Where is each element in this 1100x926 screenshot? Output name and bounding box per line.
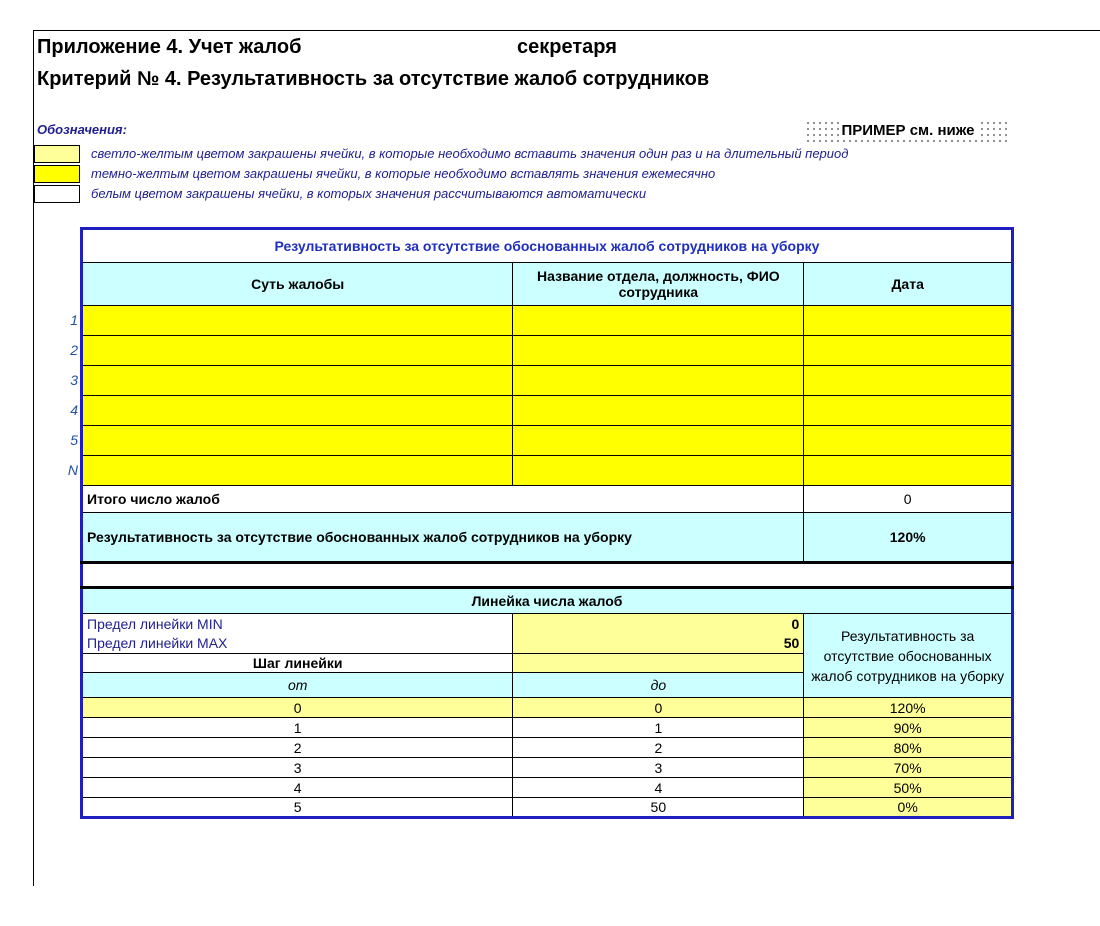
scale-step-label: Шаг линейки	[82, 654, 513, 673]
department-cell[interactable]	[513, 396, 804, 426]
scale-step-value[interactable]	[513, 654, 804, 673]
department-cell[interactable]	[513, 366, 804, 396]
column-header-complaint: Суть жалобы	[82, 263, 513, 306]
table-row	[82, 798, 1013, 818]
scale-from-cell: 4	[82, 778, 513, 798]
scale-from-header: от	[82, 673, 513, 698]
table-row	[82, 366, 1013, 396]
scale-min-label: Предел линейки MIN	[82, 614, 513, 634]
legend-swatch-light-yellow	[34, 145, 80, 163]
legend-item-1: светло-желтым цветом закрашены ячейки, в которые необходимо вставить значения один раз и на длительный период	[91, 146, 849, 161]
department-cell[interactable]	[513, 336, 804, 366]
scale-result-cell[interactable]: 80%	[804, 738, 1013, 758]
complaints-table	[80, 227, 1014, 819]
scale-min-value[interactable]: 0	[513, 614, 804, 634]
example-note	[805, 120, 1011, 142]
complaint-cell[interactable]	[82, 366, 513, 396]
complaint-cell[interactable]	[82, 426, 513, 456]
row-number: 2	[70, 342, 78, 358]
scale-from-cell[interactable]: 0	[82, 698, 513, 718]
complaints-table-title: Результативность за отсутствие обоснованных жалоб сотрудников на уборку	[82, 229, 1013, 263]
date-cell[interactable]	[804, 456, 1013, 486]
date-cell[interactable]	[804, 366, 1013, 396]
row-number: 5	[70, 432, 78, 448]
complaint-cell[interactable]	[82, 456, 513, 486]
row-number: 4	[70, 402, 78, 418]
scale-result-header: Результативность за отсутствие обоснованных жалоб сотрудников на уборку	[804, 614, 1013, 698]
result-label: Результативность за отсутствие обоснованных жалоб сотрудников на уборку	[82, 513, 804, 563]
scale-from-cell: 3	[82, 758, 513, 778]
table-row	[82, 758, 1013, 778]
scale-from-cell: 1	[82, 718, 513, 738]
scale-result-cell[interactable]: 50%	[804, 778, 1013, 798]
result-value: 120%	[804, 513, 1013, 563]
legend-item-2: темно-желтым цветом закрашены ячейки, в которые необходимо вставлять значения ежемесячно	[91, 166, 716, 181]
date-cell[interactable]	[804, 426, 1013, 456]
date-cell[interactable]	[804, 396, 1013, 426]
row-number: N	[67, 462, 78, 478]
table-row	[82, 336, 1013, 366]
scale-from-cell: 5	[82, 798, 513, 818]
heading-line1-right: секретаря	[517, 36, 617, 58]
scale-result-cell[interactable]: 90%	[804, 718, 1013, 738]
scale-max-value[interactable]: 50	[513, 634, 804, 654]
heading-line2: Критерий № 4. Результативность за отсутствие жалоб сотрудников	[37, 68, 710, 90]
column-header-department: Название отдела, должность, ФИО сотрудника	[513, 263, 804, 306]
legend-item-3: белым цветом закрашены ячейки, в которых значения рассчитываются автоматически	[91, 186, 647, 201]
table-row	[82, 456, 1013, 486]
table-row	[82, 396, 1013, 426]
table-row	[82, 738, 1013, 758]
scale-result-cell[interactable]: 0%	[804, 798, 1013, 818]
scale-max-label: Предел линейки MAX	[82, 634, 513, 654]
complaint-cell[interactable]	[82, 306, 513, 336]
scale-to-cell: 1	[513, 718, 804, 738]
sheet-top-border	[33, 30, 1100, 31]
scale-to-cell: 2	[513, 738, 804, 758]
total-label: Итого число жалоб	[82, 486, 804, 513]
date-cell[interactable]	[804, 336, 1013, 366]
table-row	[82, 306, 1013, 336]
scale-title: Линейка числа жалоб	[82, 588, 1013, 614]
date-cell[interactable]	[804, 306, 1013, 336]
table-row	[82, 698, 1013, 718]
total-value: 0	[804, 486, 1013, 513]
scale-result-cell[interactable]: 120%	[804, 698, 1013, 718]
department-cell[interactable]	[513, 426, 804, 456]
heading-line1-left: Приложение 4. Учет жалоб	[37, 36, 302, 58]
table-row	[82, 778, 1013, 798]
row-number: 3	[70, 372, 78, 388]
department-cell[interactable]	[513, 456, 804, 486]
complaint-cell[interactable]	[82, 336, 513, 366]
legend-title: Обозначения:	[37, 122, 127, 137]
complaint-cell[interactable]	[82, 396, 513, 426]
legend-swatch-dark-yellow	[34, 165, 80, 183]
department-cell[interactable]	[513, 306, 804, 336]
scale-to-header: до	[513, 673, 804, 698]
example-note-text: ПРИМЕР см. ниже	[841, 122, 975, 139]
scale-to-cell: 4	[513, 778, 804, 798]
row-number: 1	[70, 312, 78, 328]
table-row	[82, 426, 1013, 456]
scale-to-cell: 3	[513, 758, 804, 778]
column-header-date: Дата	[804, 263, 1013, 306]
scale-to-cell[interactable]: 0	[513, 698, 804, 718]
scale-result-cell[interactable]: 70%	[804, 758, 1013, 778]
table-row	[82, 718, 1013, 738]
legend-swatch-white	[34, 185, 80, 203]
scale-from-cell: 2	[82, 738, 513, 758]
spacer-row	[82, 563, 1013, 588]
scale-to-cell[interactable]: 50	[513, 798, 804, 818]
